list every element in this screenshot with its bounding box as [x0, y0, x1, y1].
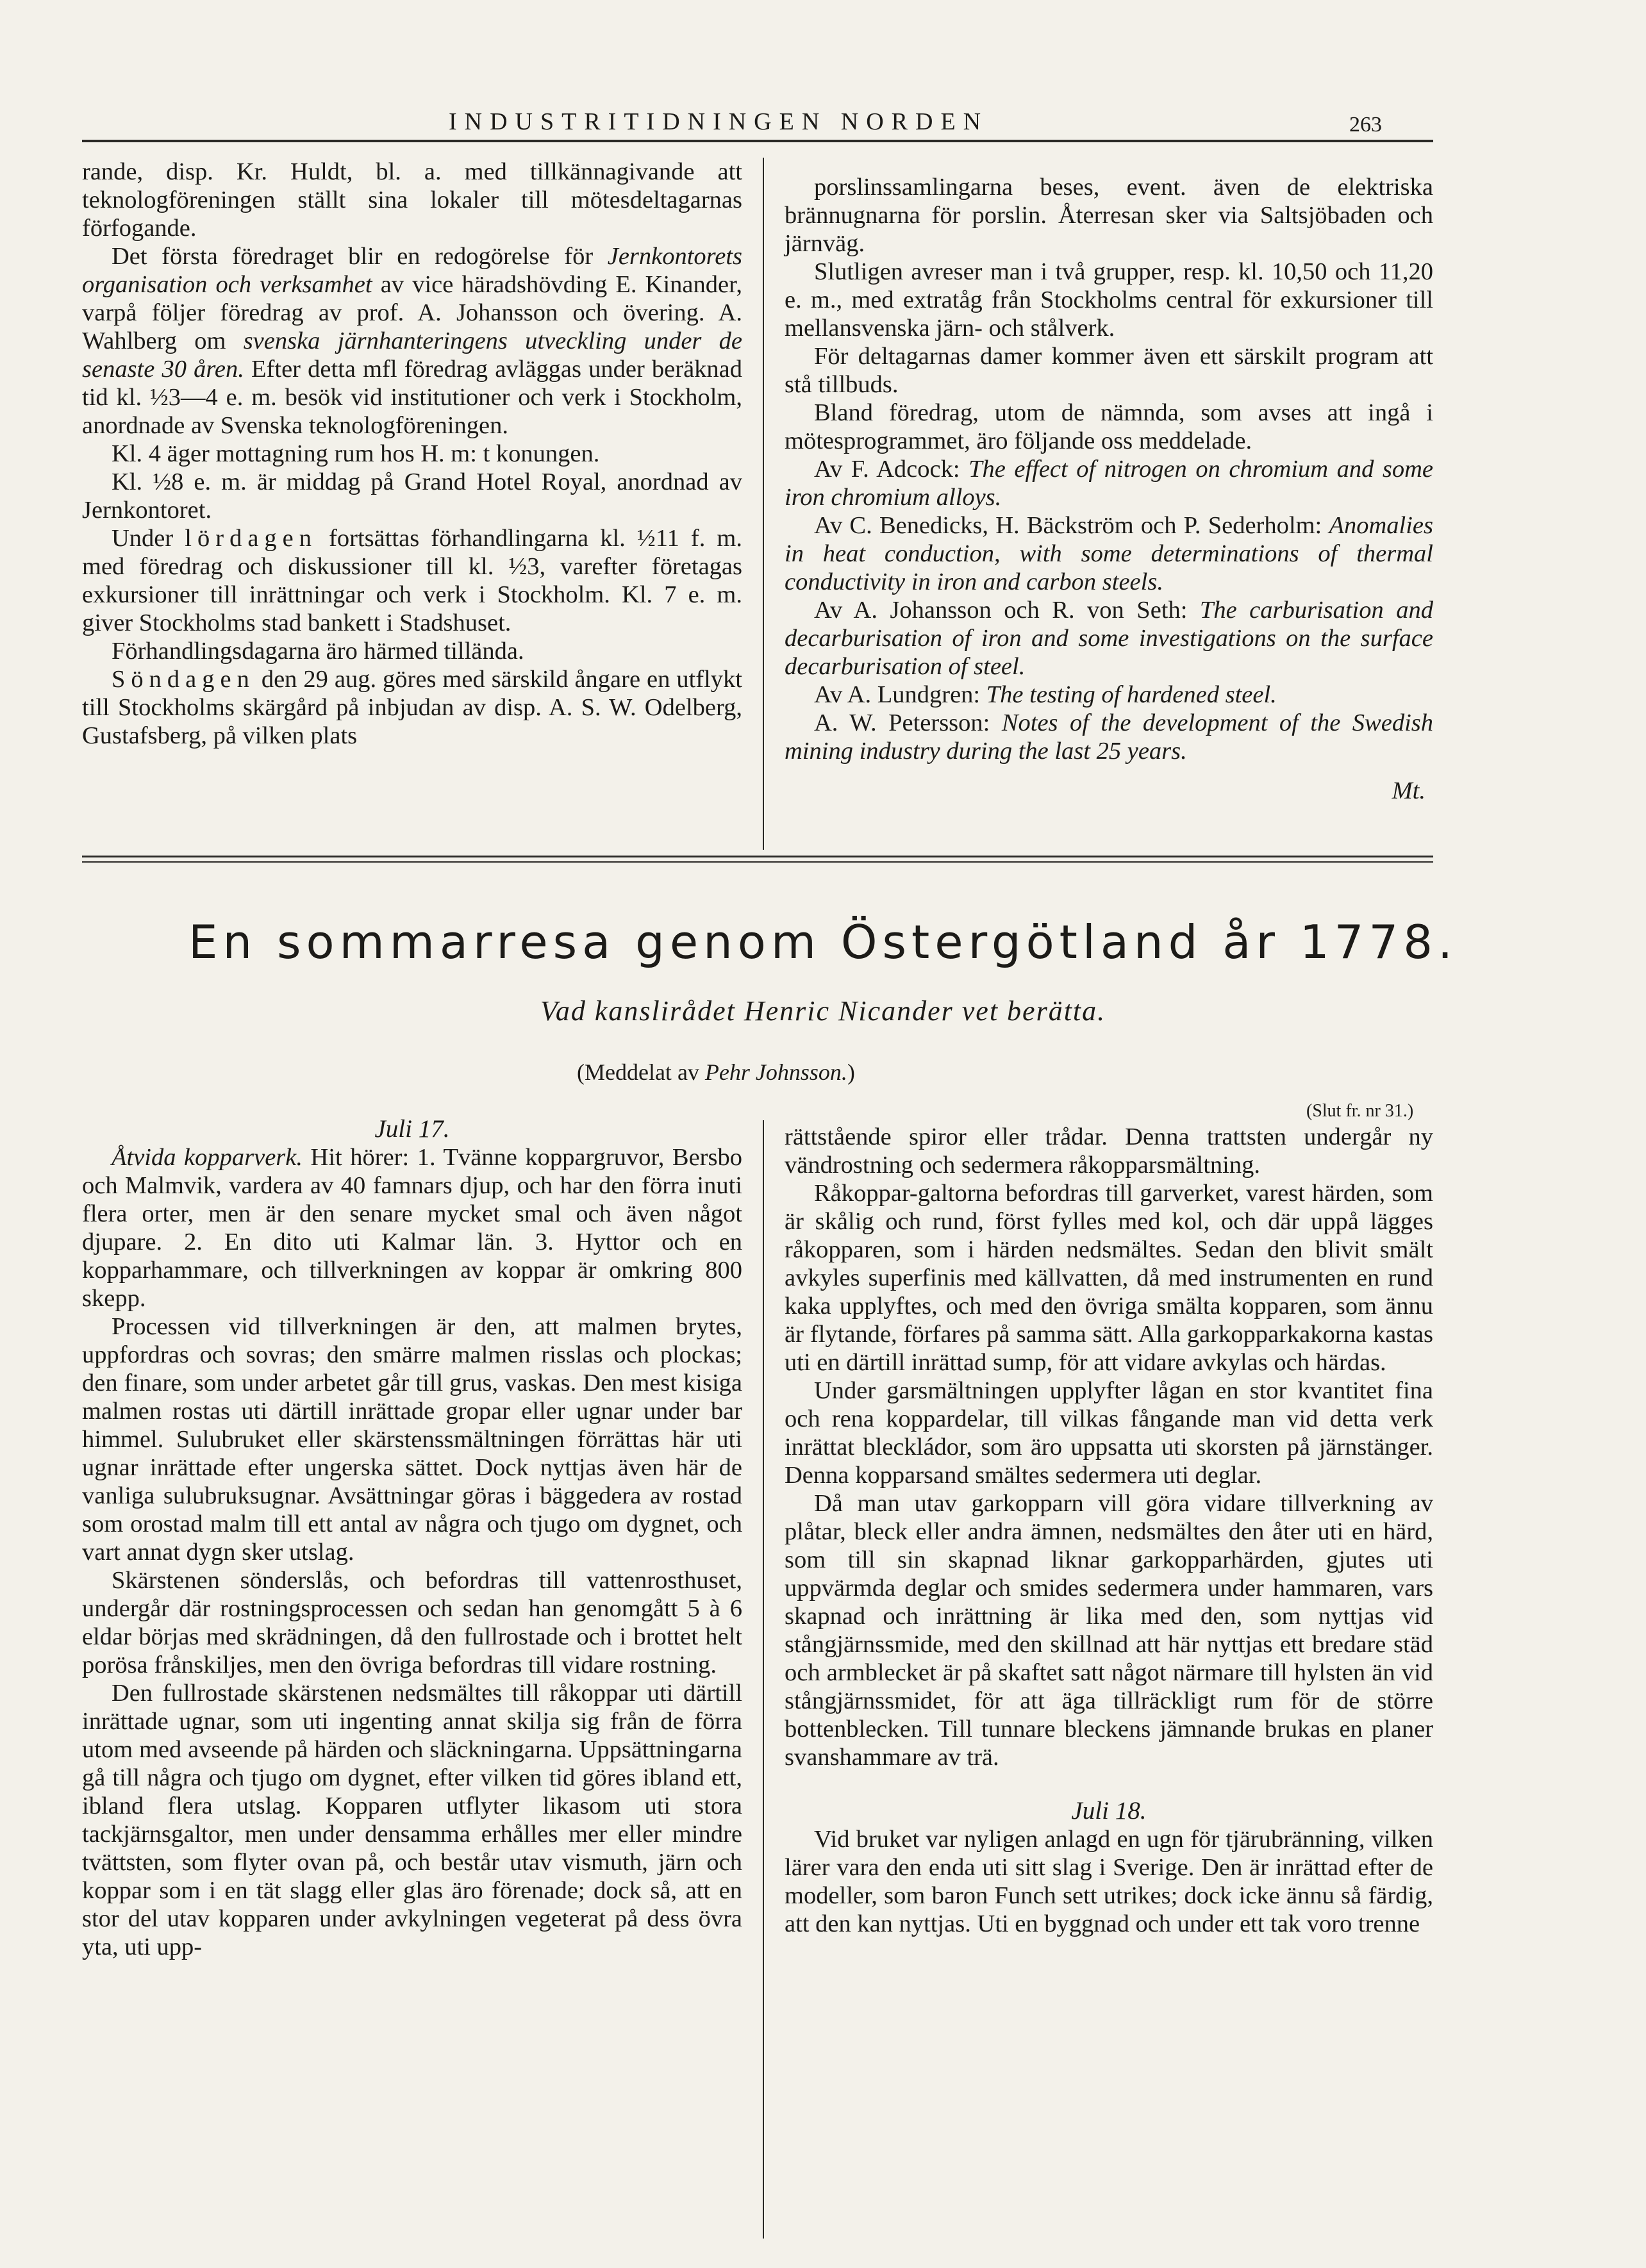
text-segment: Det första föredraget blir en redogörelse för	[112, 243, 608, 270]
paragraph	[82, 665, 742, 750]
top-column-divider	[763, 158, 764, 850]
text-segment: Hit hörer: 1. Tvänne koppargruvor, Bersbo och Malmvik, vardera av 40 famnars djup, och har den förra inuti flera orter, men är den senare mycket smal och även något djupare. 2. En dito uti Kalmar län. 3. Hyttor och en kopparhammare, och tillverkningen av koppar är omkring 800 skepp.	[82, 1144, 742, 1312]
paragraph: Slutligen avreser man i två grupper, resp. kl. 10,50 och 11,20 e. m., med extratåg från Stockholms central för exkursioner till mellansvenska järn- och stålverk.	[785, 258, 1433, 342]
paragraph: Den fullrostade skärstenen nedsmältes till råkoppar uti därtill inrättade ugnar, som uti ingenting annat skilja sig från de förra utom med avseende på härden och släckningarna. Uppsättningarna gå till några och tjugo om dygnet, efter vilken tid göres ibland ett, ibland flera utslag. Kopparen utflyter likasom uti stora tackjärnsgaltor, men under densamma erhålles mer eller mindre tvättsten, som flyter ovan på, och består utav vismuth, järn och koppar som i en tät slagg eller glas äro förenade; dock så, att en stor del utav kopparen under avkylningen vegeterat på dess övra yta, uti upp-	[82, 1680, 742, 1960]
paragraph	[82, 1143, 742, 1312]
text-segment: den 29 aug. göres med särskild ångare en utflykt till Stockholms skärgård på inbjudan av disp. A. S. W. Odelberg, Gustafsberg, på vilken plats	[82, 666, 742, 749]
page-number: 263	[1349, 113, 1382, 137]
article-subtitle: Vad kanslirådet Henric Nicander vet berätta.	[540, 995, 1106, 1027]
paragraph: porslinssamlingarna beses, event. även de elektriska brännugnarna för porslin. Återresan sker via Saltsjöbaden och järnväg.	[785, 174, 1433, 257]
emphasis-text: The testing of hardened steel.	[986, 681, 1277, 708]
paragraph: Råkoppar-galtorna befordras till garverket, varest härden, som är skålig och rund, först fylles med kol, och där uppå lägges råkopparen, som i härden nedsmältes. Sedan den blivit smält avkyles superfinis med källvatten, då med instrumenten en rund kaka upplyftes, och med den övriga smälta kopparen, som ännu är flytande, förfares på samma sätt. Alla garkopparkakorna kastas uti en därtill inrättad sump, för att vidare avkylas och härdas.	[785, 1180, 1433, 1376]
paragraph: Skärstenen sönderslås, och befordras till vattenrosthuset, undergår där rostningsprocessen och sedan han genomgått 5 à 6 eldar börjas med skrädningen, då den fullrostade och i brottet helt porösa frånskiljes, men den övriga befordras till vidare rostning.	[82, 1567, 742, 1678]
emphasis-text: lördagen	[185, 525, 317, 552]
emphasis-text: Anomalies in heat conduction, with some determinations of thermal conductivity in iron and carbon steels.	[785, 512, 1433, 595]
paragraph: Förhandlingsdagarna äro härmed tilländа.	[112, 638, 524, 665]
text-segment: fortsättas förhandlingarna kl. ½11 f. m. med föredrag och diskussioner till kl. ½3, varefter företagas exkursioner till inrättningar och verk i Stockholm. Kl. 7 e. m. giver Stockholms stad bankett i Stadshuset.	[82, 525, 742, 636]
text-segment: Av A. Johansson och R. von Seth:	[814, 597, 1200, 624]
top-right-column	[785, 173, 1433, 805]
paragraph: Bland föredrag, utom de nämnda, som avses att ingå i mötesprogrammet, äro följande oss meddelade.	[785, 399, 1433, 454]
paragraph: Kl. ½8 e. m. är middag på Grand Hotel Royal, anordnad av Jernkontoret.	[82, 468, 742, 524]
text-segment: Under	[112, 525, 185, 552]
section-rule-1	[82, 856, 1433, 857]
text-segment: av vice häradshövding E. Kinander, varpå följer föredrag av prof. A. Johansson och övering. A. Wahlberg om	[82, 271, 742, 354]
article-title: En sommarresa genom Östergötland år 1778.	[188, 915, 1458, 969]
date-heading-juli-17: Juli 17.	[374, 1115, 450, 1143]
continued-note: (Slut fr. nr 31.)	[1306, 1101, 1414, 1121]
header-rule	[82, 140, 1433, 142]
text-segment: Av A. Lundgren:	[814, 681, 986, 708]
text-segment: Efter detta mfl föredrag avläggas under beräknad tid kl. ½3—4 e. m. besök vid institutioner och verk i Stockholm, anordnade av Svenska teknologföreningen.	[82, 356, 742, 439]
paragraph	[82, 524, 742, 637]
paragraph: rande, disp. Kr. Huldt, bl. a. med tillkännagivande att teknologföreningen ställt sina lokaler till mötesdeltagarnas förfogande.	[82, 158, 742, 242]
emphasis-text: The carburisation and decarburisation of iron and some investigations on the surface decarburisation of steel.	[785, 597, 1433, 680]
top-left-column	[82, 158, 742, 750]
paragraph: rättstående spiror eller trådar. Denna trattsten undergår ny vändrostning och sedermera råkopparsmältning.	[785, 1123, 1433, 1179]
article-column-divider	[763, 1120, 764, 2239]
text-segment: Av C. Benedicks, H. Bäckström och P. Sederholm:	[814, 512, 1329, 539]
emphasis-text: Notes of the development of the Swedish mining industry during the last 25 years.	[785, 709, 1434, 765]
paragraph	[785, 709, 1433, 765]
paragraph	[785, 511, 1433, 596]
paragraph	[785, 681, 1433, 709]
date-heading-juli-18: Juli 18.	[1071, 1797, 1147, 1825]
paragraph	[785, 455, 1433, 511]
article-left-column	[82, 1115, 742, 1961]
paragraph: För deltagarnas damer kommer även ett särskilt program att stå tillbuds.	[785, 343, 1433, 398]
section-rule-2	[82, 861, 1433, 863]
running-header: INDUSTRITIDNINGEN NORDEN	[449, 108, 989, 135]
emphasis-text: Jernkontorets organisation och verksamhet	[82, 243, 742, 298]
paragraph: Vid bruket var nyligen anlagd en ugn för tjärubränning, vilken lärer vara den enda uti sitt slag i Sverige. Den är inrättad efter de modeller, som baron Funch sett utrikes; dock icke ännu så färdig, att den kan nyttjas. Uti en byggnad och under ett tak voro trenne	[785, 1826, 1433, 1937]
credit-author: Pehr Johnsson.	[704, 1059, 847, 1085]
paragraph	[82, 242, 742, 440]
signature: Mt.	[1392, 777, 1426, 804]
emphasis-text: Söndagen	[112, 666, 255, 693]
credit-prefix: (Meddelat av	[577, 1059, 705, 1085]
credit-suffix: )	[847, 1059, 855, 1085]
emphasis-text: Åtvida kopparverk.	[112, 1144, 303, 1171]
emphasis-text: svenska järnhanteringens utveckling under de senaste 30 åren.	[82, 327, 742, 383]
paragraph: Kl. 4 äger mottagning rum hos H. m: t konungen.	[112, 440, 600, 467]
text-segment: Av F. Adcock:	[814, 456, 969, 483]
paragraph: Processen vid tillverkningen är den, att malmen brytes, uppfordras och sovras; den smärre malmen risslas och plockas; den finare, som under arbetet går till grus, vaskas. Den mest kisiga malmen rostas uti därtill inrättade gropar eller ugnar under bar himmel. Sulubruket eller skärstenssmältningen förrättas här uti ugnar inrättade efter ungerska sättet. Dock nyttjas även här de vanliga sulubruksugnar. Avsättningar göras i bäggedera av rostad som orostad malm till ett antal av några och tjugo om dygnet, och vart annat dygn sker utslag.	[82, 1313, 742, 1566]
paragraph: Då man utav garkopparn vill göra vidare tillverkning av plåtar, bleck eller andra ämnen, nedsmältes den åter uti en härd, som till sin skapnad liknar garkopparhärden, gjutes uti uppvärmda deglar och smides sedermera under hammaren, vars skapnad och inrättning är lika med den, som nyttjas vid stångjärnssmide, med den skillnad att här nyttjas ett bredare städ och armblecket är på skaftet satt något närmare till hylsten än vid stångjärnssmidet, för att äga tillräckligt rum för de större bottenblecken. Till tunnare bleckens jämnande brukas en planer svanshammare av trä.	[785, 1490, 1433, 1771]
text-segment: A. W. Petersson:	[814, 709, 1002, 736]
article-right-column	[785, 1123, 1433, 1938]
article-credit	[577, 1059, 855, 1086]
paragraph	[785, 596, 1433, 681]
paragraph: Under garsmältningen upplyfter lågan en stor kvantitet fina och rena koppardelar, till vilkas fångande man vid detta verk inrättat bleckládor, som äro uppsatta uti skorsten på järnstänger. Denna kopparsand smältes sedermera uti deglar.	[785, 1377, 1433, 1489]
emphasis-text: The effect of nitrogen on chromium and some iron chromium alloys.	[785, 456, 1434, 511]
